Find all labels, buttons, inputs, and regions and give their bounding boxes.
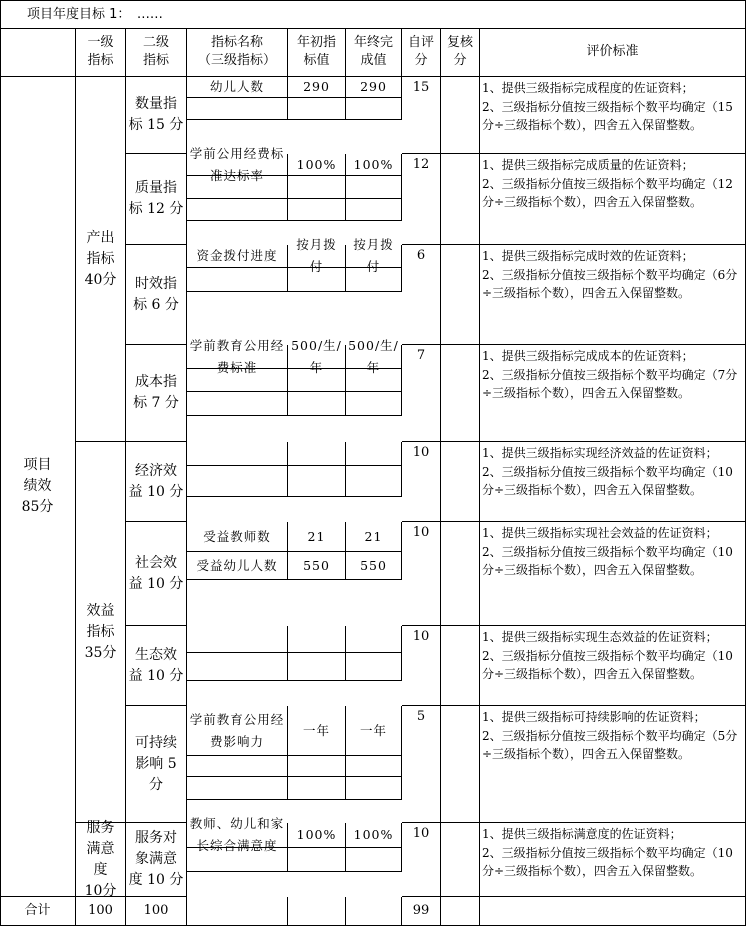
initial-target-empty xyxy=(288,466,346,497)
total-initial-empty xyxy=(288,897,346,926)
final-completed-value: 500/生/年 xyxy=(346,345,402,369)
indicator-name-empty xyxy=(187,199,288,221)
initial-target-empty xyxy=(288,653,346,681)
level2-indicator: 生态效 益 10 分 xyxy=(126,626,187,706)
final-value-empty xyxy=(346,268,402,292)
initial-target-empty xyxy=(288,369,346,392)
level2-indicator: 数量指 标 15 分 xyxy=(126,77,187,154)
indicator-name-empty xyxy=(187,98,288,120)
self-score: 10 xyxy=(402,626,441,706)
initial-target-empty xyxy=(288,777,346,800)
total-level1: 100 xyxy=(76,897,126,926)
indicator-name-empty xyxy=(187,466,288,497)
indicator-name: 幼儿人数 xyxy=(187,77,288,98)
final-value-empty xyxy=(346,756,402,777)
self-score: 10 xyxy=(402,823,441,897)
final-completed-value: 21 xyxy=(346,522,402,552)
initial-target-value: 一年 xyxy=(288,706,346,756)
initial-target-empty xyxy=(288,442,346,466)
header-blank xyxy=(0,28,76,77)
review-score xyxy=(441,626,480,706)
initial-target-empty xyxy=(288,626,346,653)
evaluation-criteria: 1、提供三级指标满意度的佐证资料； 2、三级指标分值按三级指标个数平均确定（10分÷三级指标个数），四舍五入保留整数。 xyxy=(480,823,746,897)
indicator-name-empty xyxy=(187,176,288,199)
final-completed-value: 100% xyxy=(346,154,402,176)
header-level1: 一级 指标 xyxy=(76,28,126,77)
project-performance-label: 项目 绩效 85分 xyxy=(0,77,76,897)
final-completed-value: 100% xyxy=(346,823,402,848)
header-review-score: 复核 分 xyxy=(441,28,480,77)
self-score: 5 xyxy=(402,706,441,823)
indicator-name-empty xyxy=(187,392,288,416)
indicator-name-empty xyxy=(187,777,288,800)
final-value-empty xyxy=(346,176,402,199)
header-initial: 年初指 标值 xyxy=(288,28,346,77)
self-score: 15 xyxy=(402,77,441,154)
indicator-name-empty xyxy=(187,442,288,466)
header-level2: 二级 指标 xyxy=(126,28,187,77)
total-final-empty xyxy=(346,897,402,926)
evaluation-criteria: 1、提供三级指标可持续影响的佐证资料； 2、三级指标分值按三级指标个数平均确定（5分÷三级指标个数），四舍五入保留整数。 xyxy=(480,706,746,823)
level2-indicator: 成本指 标 7 分 xyxy=(126,345,187,442)
indicator-name: 受益教师数 xyxy=(187,522,288,552)
initial-target-empty xyxy=(288,98,346,120)
final-value-empty xyxy=(346,392,402,416)
level2-indicator: 质量指 标 12 分 xyxy=(126,154,187,245)
review-score xyxy=(441,522,480,626)
indicator-name-empty xyxy=(187,369,288,392)
review-score xyxy=(441,442,480,522)
self-score: 6 xyxy=(402,245,441,345)
initial-target-value: 550 xyxy=(288,552,346,580)
output-indicator-label: 产出 指标 40分 xyxy=(76,77,126,442)
initial-target-empty xyxy=(288,199,346,221)
initial-target-empty xyxy=(288,848,346,872)
evaluation-criteria: 1、提供三级指标完成质量的佐证资料； 2、三级指标分值按三级指标个数平均确定（12分÷三级指标个数），四舍五入保留整数。 xyxy=(480,154,746,245)
review-score xyxy=(441,154,480,245)
final-value-empty xyxy=(346,626,402,653)
review-score xyxy=(441,706,480,823)
initial-target-empty xyxy=(288,176,346,199)
evaluation-criteria: 1、提供三级指标实现社会效益的佐证资料； 2、三级指标分值按三级指标个数平均确定（10分÷三级指标个数），四舍五入保留整数。 xyxy=(480,522,746,626)
final-completed-value: 290 xyxy=(346,77,402,98)
indicator-name: 学前公用经费标准达标率 xyxy=(187,154,288,176)
self-score: 7 xyxy=(402,345,441,442)
project-goal-title: 项目年度目标 1： …… xyxy=(0,0,746,28)
indicator-name-empty xyxy=(187,626,288,653)
review-score xyxy=(441,77,480,154)
initial-target-value: 290 xyxy=(288,77,346,98)
initial-target-empty xyxy=(288,392,346,416)
initial-target-value: 100% xyxy=(288,823,346,848)
indicator-name-empty xyxy=(187,756,288,777)
total-label: 合计 xyxy=(0,897,76,926)
level2-indicator: 服务对 象满意 度 10 分 xyxy=(126,823,187,897)
header-indicator: 指标名称 （三级指标） xyxy=(187,28,288,77)
review-score xyxy=(441,345,480,442)
final-value-empty xyxy=(346,466,402,497)
final-completed-value: 按月拨付 xyxy=(346,245,402,268)
evaluation-criteria: 1、提供三级指标完成时效的佐证资料； 2、三级指标分值按三级指标个数平均确定（6分÷三级指标个数），四舍五入保留整数。 xyxy=(480,245,746,345)
indicator-name: 学前教育公用经费影响力 xyxy=(187,706,288,756)
final-value-empty xyxy=(346,369,402,392)
final-value-empty xyxy=(346,442,402,466)
header-self-score: 自评 分 xyxy=(402,28,441,77)
total-criteria-empty xyxy=(480,897,746,926)
evaluation-criteria: 1、提供三级指标实现生态效益的佐证资料； 2、三级指标分值按三级指标个数平均确定（10分÷三级指标个数），四舍五入保留整数。 xyxy=(480,626,746,706)
indicator-name-empty xyxy=(187,848,288,872)
total-self-score: 99 xyxy=(402,897,441,926)
level2-indicator: 可持续 影响 5 分 xyxy=(126,706,187,823)
header-final: 年终完 成值 xyxy=(346,28,402,77)
self-score: 10 xyxy=(402,442,441,522)
final-value-empty xyxy=(346,777,402,800)
initial-target-value: 100% xyxy=(288,154,346,176)
indicator-name: 教师、幼儿和家长综合满意度 xyxy=(187,823,288,848)
review-score xyxy=(441,823,480,897)
total-indicator-empty xyxy=(187,897,288,926)
indicator-name: 学前教育公用经费标准 xyxy=(187,345,288,369)
level2-indicator: 经济效 益 10 分 xyxy=(126,442,187,522)
total-review-empty xyxy=(441,897,480,926)
level2-indicator: 社会效 益 10 分 xyxy=(126,522,187,626)
evaluation-criteria: 1、提供三级指标完成成本的佐证资料； 2、三级指标分值按三级指标个数平均确定（7分÷三级指标个数），四舍五入保留整数。 xyxy=(480,345,746,442)
level2-indicator: 时效指 标 6 分 xyxy=(126,245,187,345)
self-score: 12 xyxy=(402,154,441,245)
final-value-empty xyxy=(346,848,402,872)
benefit-indicator-label: 效益 指标 35分 xyxy=(76,442,126,823)
service-satisfaction-label: 服务 满意 度 10分 xyxy=(76,823,126,897)
evaluation-criteria: 1、提供三级指标完成程度的佐证资料； 2、三级指标分值按三级指标个数平均确定（15分÷三级指标个数），四舍五入保留整数。 xyxy=(480,77,746,154)
header-criteria: 评价标准 xyxy=(480,28,746,77)
initial-target-value: 21 xyxy=(288,522,346,552)
final-completed-value: 550 xyxy=(346,552,402,580)
self-score: 10 xyxy=(402,522,441,626)
final-value-empty xyxy=(346,98,402,120)
evaluation-criteria: 1、提供三级指标实现经济效益的佐证资料； 2、三级指标分值按三级指标个数平均确定（10分÷三级指标个数），四舍五入保留整数。 xyxy=(480,442,746,522)
final-value-empty xyxy=(346,199,402,221)
initial-target-value: 500/生/年 xyxy=(288,345,346,369)
initial-target-empty xyxy=(288,268,346,292)
total-level2: 100 xyxy=(126,897,187,926)
final-completed-value: 一年 xyxy=(346,706,402,756)
final-value-empty xyxy=(346,653,402,681)
indicator-name: 资金拨付进度 xyxy=(187,245,288,268)
indicator-name-empty xyxy=(187,268,288,292)
initial-target-value: 按月拨付 xyxy=(288,245,346,268)
indicator-name-empty xyxy=(187,653,288,681)
initial-target-empty xyxy=(288,756,346,777)
indicator-name: 受益幼儿人数 xyxy=(187,552,288,580)
review-score xyxy=(441,245,480,345)
